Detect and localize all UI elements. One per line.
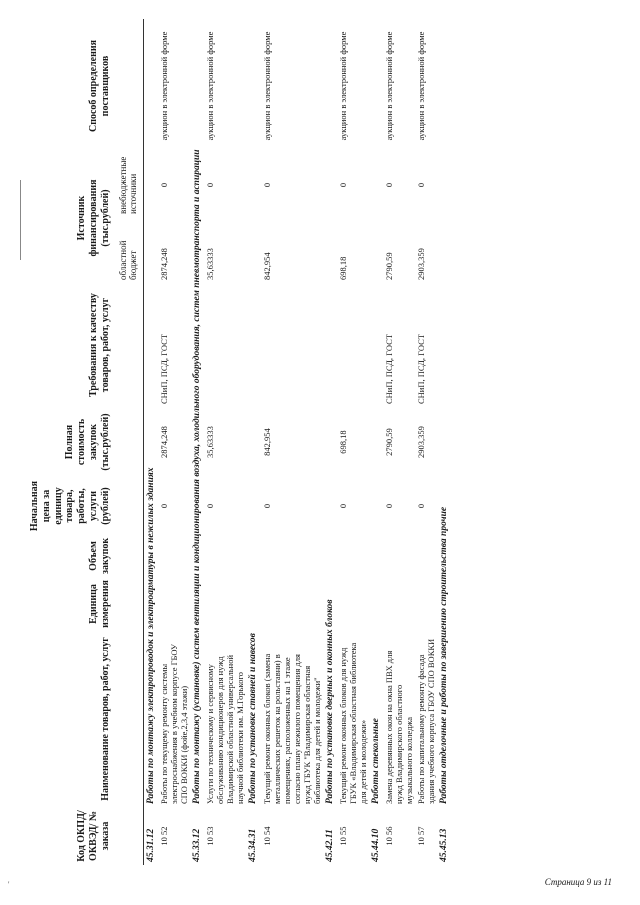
row-order-number: 10 57 (416, 826, 427, 846)
row-order-number: 10 52 (159, 826, 169, 846)
section-title: Работы по установке дверных и оконных блоков (324, 599, 335, 804)
row-volume (415, 535, 437, 577)
row-item-name: Текущий ремонт оконных блоков (замена металлических решеток на рольставни) в помещениях, расположенных на 1 этаже согласно плану нежилого помещения для нужд ГБУК "Владимирская областная библиотека для детей и молодежи" (261, 653, 322, 804)
table-row (337, 19, 369, 865)
row-unit-price: 0 (261, 503, 272, 509)
section-title: Работы по монтажу (установке) систем вентиляции и кондиционирования воздуха, холодильного оборудования, систем пневмотранспорта и аспирации (192, 149, 203, 804)
table-header (28, 19, 143, 865)
row-regional-budget: 698,18 (337, 256, 348, 280)
section-code: 45.34.31 (248, 828, 259, 862)
table-body (143, 19, 451, 865)
section-title: Работы отделочные и работы по завершению строительства прочие (439, 506, 450, 804)
row-extra-budgetary: 0 (384, 182, 395, 188)
row-quality-requirements: СНиП, ПСД, ГОСТ (384, 334, 395, 404)
row-unit (337, 577, 369, 631)
section-title: Работы по установке ставней и навесов (248, 633, 259, 804)
section-title: Работы стекольные (370, 718, 381, 804)
section-row (143, 19, 158, 865)
row-quality-requirements: СНиП, ПСД, ГОСТ (159, 334, 169, 404)
row-unit (158, 577, 190, 631)
section-row (323, 19, 337, 865)
row-regional-budget: 2790,59 (384, 252, 395, 280)
row-total-cost: 2874,248 (159, 426, 169, 458)
row-unit (383, 577, 415, 631)
row-volume (261, 535, 323, 577)
table-row (415, 19, 437, 865)
header-unit-price: Начальная цена за единицу товара, работы, услуги (рублей) (29, 480, 111, 532)
section-code: 45.42.11 (324, 829, 335, 862)
row-procurement-method: аукцион в электронной форме (416, 31, 427, 141)
row-quality-requirements (204, 283, 246, 407)
row-procurement-method: аукцион в электронной форме (261, 31, 272, 141)
row-quality-requirements (261, 283, 323, 407)
row-total-cost: 2790,59 (384, 428, 395, 456)
row-volume (383, 535, 415, 577)
procurement-table (28, 19, 451, 865)
row-regional-budget: 35,63333 (205, 248, 216, 280)
header-code: Код ОКПД/ ОКВЭД/ № заказа (76, 810, 111, 862)
section-code: 45.31.12 (145, 828, 156, 862)
row-order-number: 10 53 (205, 826, 216, 846)
section-code: 45.44.10 (370, 828, 381, 862)
section-code: 45.33.12 (192, 828, 203, 862)
header-quality: Требования к качеству товаров, работ, услуг (87, 293, 111, 397)
row-extra-budgetary: 0 (159, 182, 169, 188)
row-procurement-method: аукцион в электронной форме (205, 31, 216, 141)
table-row (383, 19, 415, 865)
row-total-cost: 35,63333 (205, 426, 216, 458)
header-budget: областной бюджет (117, 240, 139, 280)
section-row (437, 19, 451, 865)
row-item-name: Работы по капитальному ремонту фасада здания учебного корпуса ГБОУ СПО ВОККИ (416, 638, 437, 804)
section-code: 45.45.13 (439, 828, 450, 862)
row-unit-price: 0 (159, 503, 169, 509)
row-unit (204, 577, 246, 631)
row-unit-price: 0 (384, 503, 395, 509)
row-item-name: Услуги по техническому и сервисному обслуживанию кондиционеров для нужд Владимирской областной универсальной научной библиотеки им. М.Горького (205, 655, 246, 804)
header-volume: Объем закупок (87, 537, 111, 574)
row-total-cost: 698,18 (337, 430, 348, 454)
row-procurement-method: аукцион в электронной форме (337, 31, 348, 141)
header-extra: внебюджетные источники (117, 156, 139, 214)
row-quality-requirements: СНиП, ПСД, ГОСТ (416, 334, 427, 404)
row-extra-budgetary: 0 (261, 182, 272, 188)
row-regional-budget: 2874,248 (159, 248, 169, 280)
row-extra-budgetary: 0 (337, 182, 348, 188)
row-extra-budgetary: 0 (416, 182, 427, 188)
table-row (261, 19, 323, 865)
row-unit-price: 0 (416, 503, 427, 509)
section-row (190, 19, 204, 865)
page-number: Страница 9 из 11 (544, 877, 612, 887)
section-title: Работы по монтажу электропроводок и электроарматуры в нежилых зданиях (145, 467, 156, 804)
scan-mark: ' (8, 880, 10, 889)
header-total: Полная стоимость закупок (тыс.рублей) (64, 413, 111, 471)
header-method: Способ определения поставщиков (87, 39, 111, 133)
row-total-cost: 2903,359 (416, 426, 427, 458)
row-order-number: 10 55 (337, 826, 348, 846)
row-quality-requirements (337, 283, 369, 407)
header-name: Наименование товаров, работ, услуг (99, 637, 111, 801)
row-regional-budget: 2903,359 (416, 248, 427, 280)
row-order-number: 10 54 (261, 826, 272, 846)
row-item-name: Замена деревянных окон на окна ПВХ для нужд Владимирского областного музыкального колледжа (384, 650, 415, 804)
row-unit (261, 577, 323, 631)
row-volume (204, 535, 246, 577)
row-order-number: 10 56 (384, 826, 395, 846)
section-row (369, 19, 383, 865)
row-unit-price: 0 (205, 503, 216, 509)
row-item-name: Текущий ремонт оконных блоков для нужд ГБУК «Владимирская областная библиотека для детей и молодежи» (337, 642, 368, 804)
row-unit-price: 0 (337, 503, 348, 509)
row-regional-budget: 842,954 (261, 252, 272, 280)
row-item-name: Работы по текущему ремонту системы электроснабжения в учебном корпусе ГБОУ СПО ВОККИ (фойе,2,3,4 этажи) (159, 643, 190, 804)
row-unit (415, 577, 437, 631)
header-unit: Единица измерения (87, 580, 111, 628)
header-finance: Источник финансирования (тыс.рублей) (76, 179, 111, 257)
row-volume (158, 535, 190, 577)
row-extra-budgetary: 0 (205, 182, 216, 188)
row-procurement-method: аукцион в электронной форме (159, 31, 169, 141)
row-procurement-method: аукцион в электронной форме (384, 31, 395, 141)
row-total-cost: 842,954 (261, 428, 272, 456)
table-row (158, 19, 190, 865)
row-volume (337, 535, 369, 577)
table-row (204, 19, 246, 865)
section-row (246, 19, 260, 865)
